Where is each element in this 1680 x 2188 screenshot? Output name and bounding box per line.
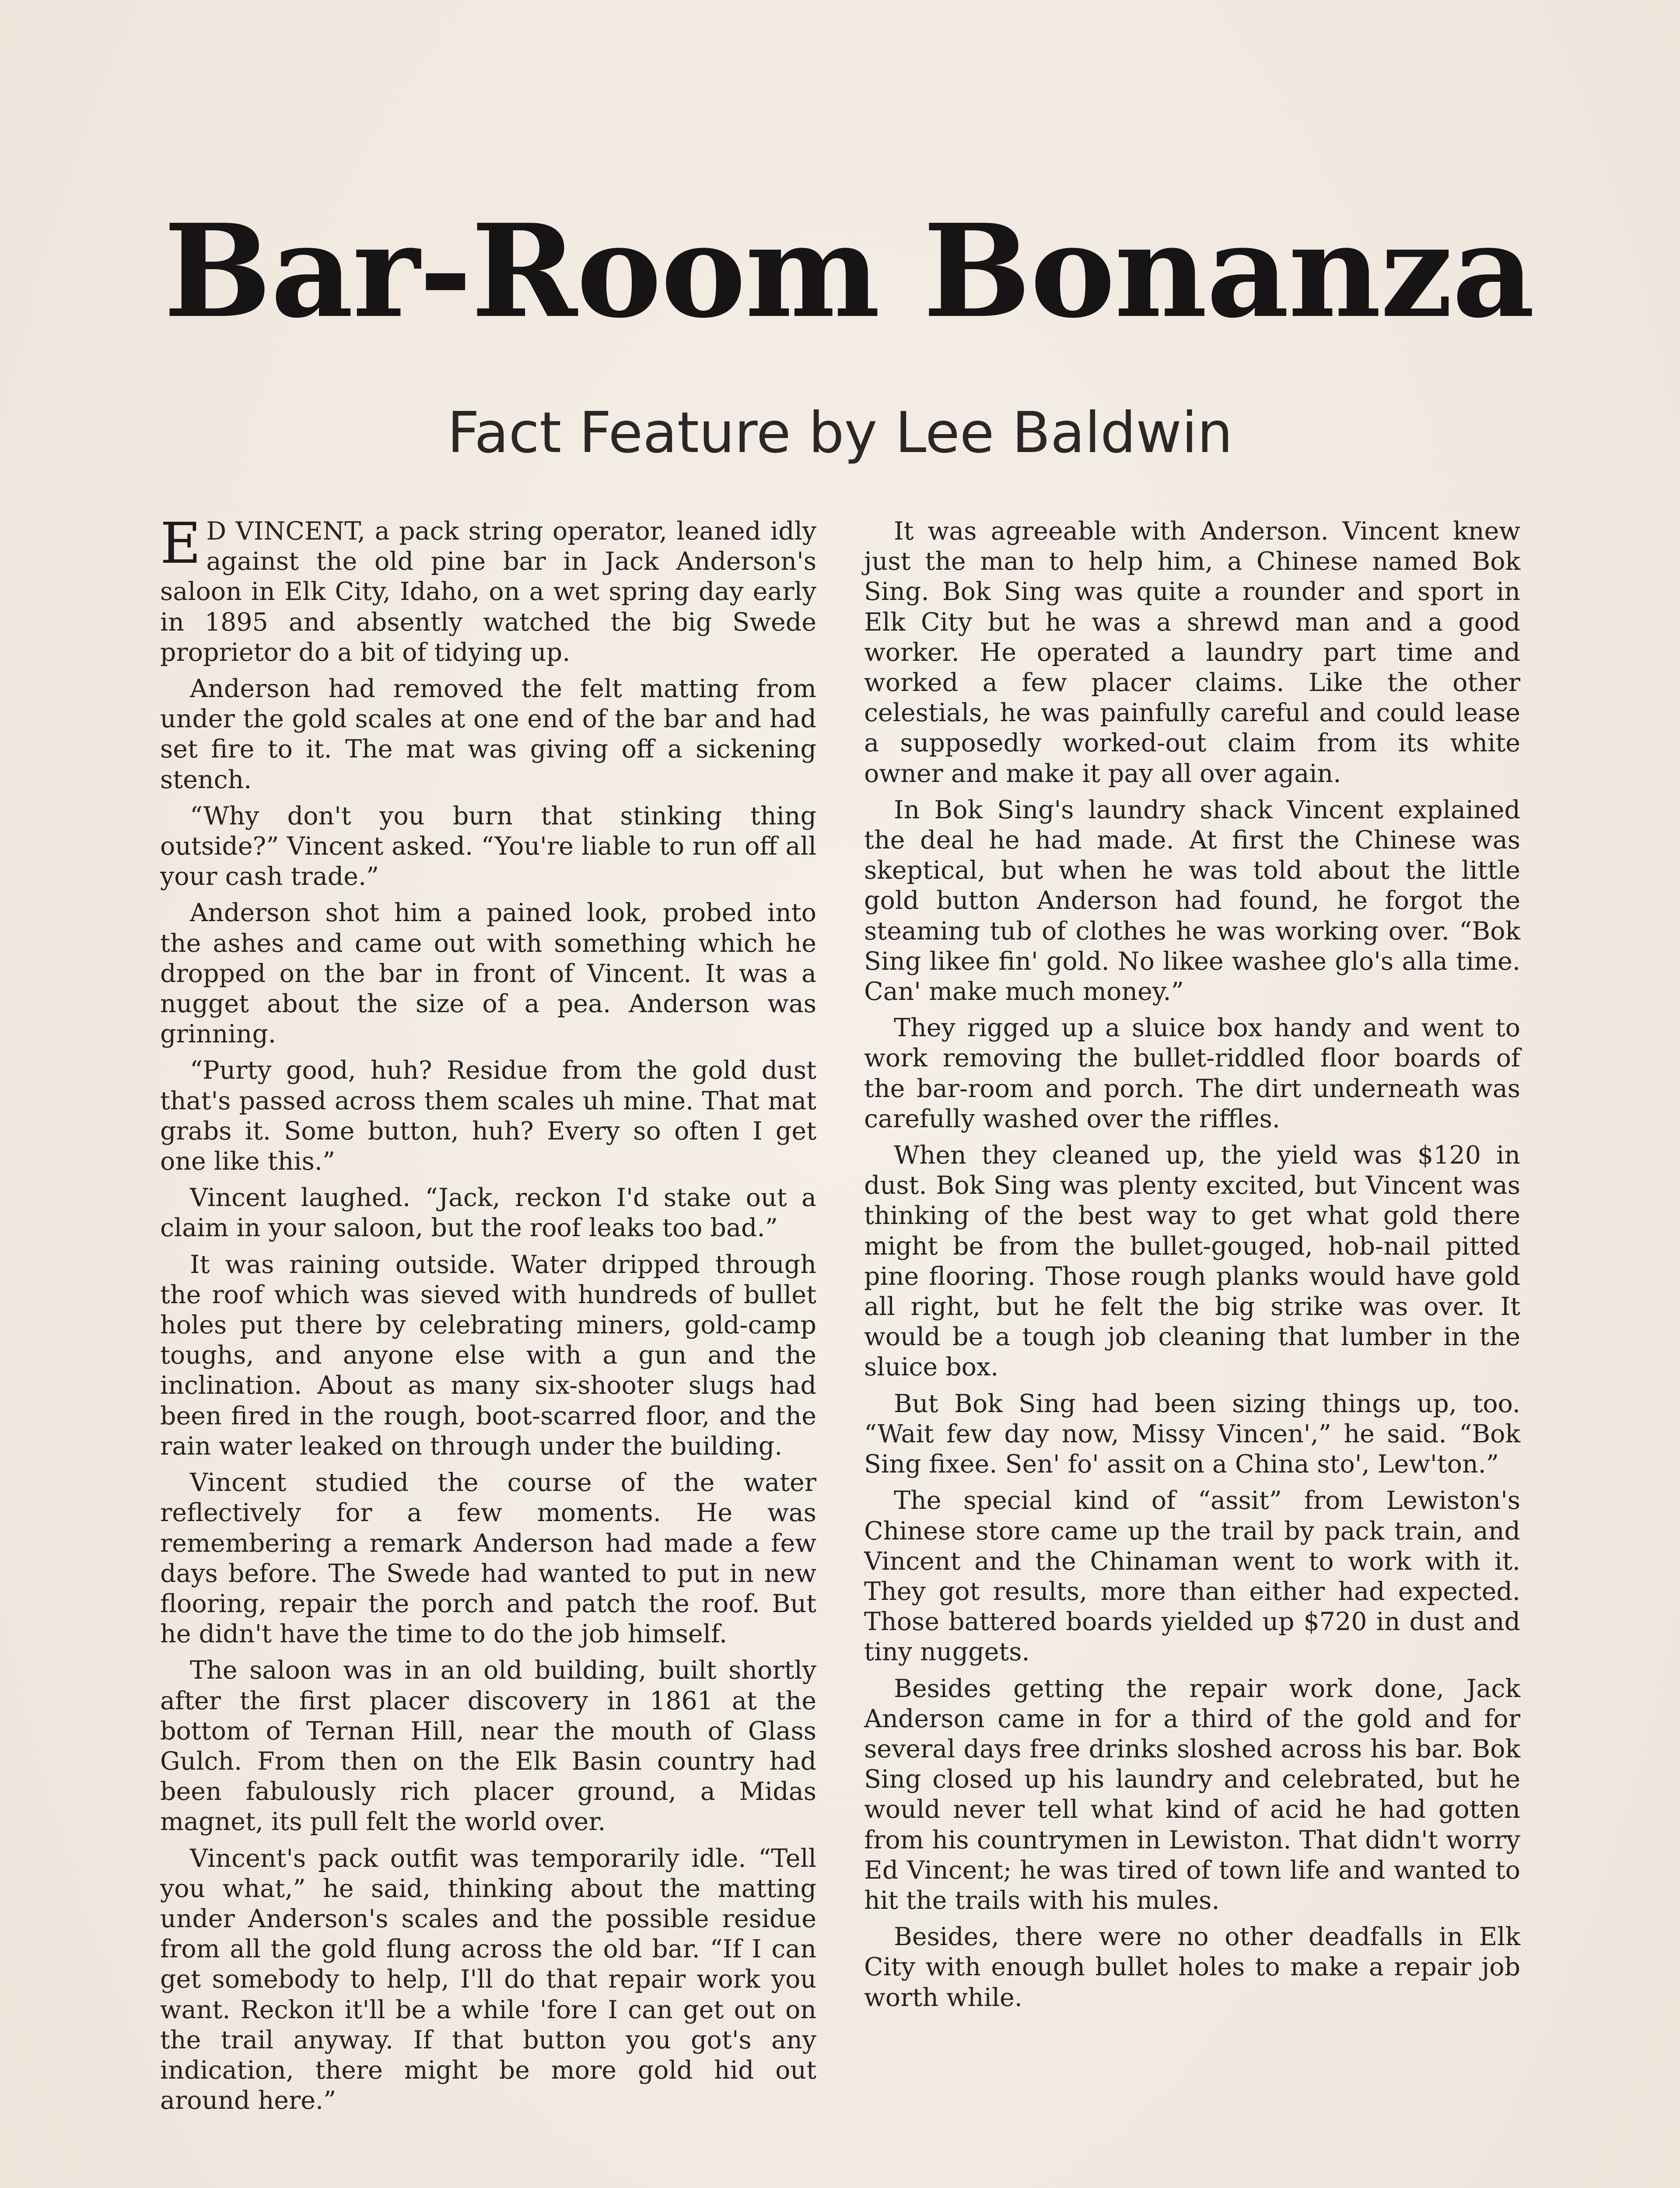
- paragraph: Vincent studied the course of the water reflectively for a few moments. He was remembering a remark Anderson had made a few days before. The Swede had wanted to put in new flooring, repair the porch and patch the roof. But he didn't have the time to do the job himself.: [160, 1468, 816, 1649]
- opening-paragraph-text: D VINCENT, a pack string operator, leaned idly against the old pine bar in Jack Anderson's saloon in Elk City, Idaho, on a wet spring day early in 1895 and absently watched the big Swede proprietor do a bit of tidying up.: [160, 517, 816, 667]
- paragraph: Vincent's pack outfit was temporarily idle. “Tell you what,” he said, thinking about the matting under Anderson's scales and the possible residue from all the gold flung across the old bar. “If I can get somebody to help, I'll do that repair work you want. Reckon it'll be a while 'fore I can get out on the trail anyway. If that button you got's any indication, there might be more gold hid out around here.”: [160, 1844, 816, 2115]
- paragraph: Anderson shot him a pained look, probed into the ashes and came out with something which he dropped on the bar in front of Vincent. It was a nugget about the size of a pea. Anderson was grinning.: [160, 898, 816, 1049]
- paragraph: Besides, there were no other deadfalls in Elk City with enough bullet holes to make a repair job worth while.: [864, 1922, 1520, 2012]
- paragraph: “Purty good, huh? Residue from the gold dust that's passed across them scales uh mine. That mat grabs it. Some button, huh? Every so often I get one like this.”: [160, 1056, 816, 1176]
- paragraph: They rigged up a sluice box handy and went to work removing the bullet-riddled floor boards of the bar-room and porch. The dirt underneath was carefully washed over the riffles.: [864, 1013, 1520, 1133]
- paragraph: Anderson had removed the felt matting from under the gold scales at one end of the bar and had set fire to it. The mat was giving off a sickening stench.: [160, 674, 816, 794]
- article-title: Bar-Room Bonanza: [163, 196, 1534, 346]
- paragraph: It was agreeable with Anderson. Vincent knew just the man to help him, a Chinese named Bok Sing. Bok Sing was quite a rounder and sport in Elk City but he was a shrewd man and a good worker. He operated a laundry part time and worked a few placer claims. Like the other celestials, he was painfully careful and could lease a supposedly worked-out claim from its white owner and make it pay all over again.: [864, 517, 1520, 788]
- paragraph: Besides getting the repair work done, Jack Anderson came in for a third of the gold and for several days free drinks sloshed across his bar. Bok Sing closed up his laundry and celebrated, but he would never tell what kind of acid he had gotten from his countrymen in Lewiston. That didn't worry Ed Vincent; he was tired of town life and wanted to hit the trails with his mules.: [864, 1674, 1520, 1915]
- paragraph: The saloon was in an old building, built shortly after the first placer discovery in 1861 at the bottom of Ternan Hill, near the mouth of Glass Gulch. From then on the Elk Basin country had been fabulously rich placer ground, a Midas magnet, its pull felt the world over.: [160, 1656, 816, 1837]
- paragraph: When they cleaned up, the yield was $120 in dust. Bok Sing was plenty excited, but Vincent was thinking of the best way to get what gold there might be from the bullet-gouged, hob-nail pitted pine flooring. Those rough planks would have gold all right, but he felt the big strike was over. It would be a tough job cleaning that lumber in the sluice box.: [864, 1141, 1520, 1382]
- left-column: [160, 511, 816, 2122]
- right-column: [864, 516, 1520, 2019]
- paragraph: “Why don't you burn that stinking thing outside?” Vincent asked. “You're liable to run off all your cash trade.”: [160, 801, 816, 891]
- paragraph: But Bok Sing had been sizing things up, too. “Wait few day now, Missy Vincen',” he said. “Bok Sing fixee. Sen' fo' assit on a China sto', Lew'ton.”: [864, 1389, 1520, 1479]
- paragraph: The special kind of “assit” from Lewiston's Chinese store came up the trail by pack train, and Vincent and the Chinaman went to work with it. They got results, more than either had expected. Those battered boards yielded up $720 in dust and tiny nuggets.: [864, 1486, 1520, 1667]
- paragraph: It was raining outside. Water dripped through the roof which was sieved with hundreds of bullet holes put there by celebrating miners, gold-camp toughs, and anyone else with a gun and the inclination. About as many six-shooter slugs had been fired in the rough, boot-scarred floor, and the rain water leaked on through under the building.: [160, 1250, 816, 1461]
- paragraph: Vincent laughed. “Jack, reckon I'd stake out a claim in your saloon, but the roof leaks too bad.”: [160, 1183, 816, 1243]
- opening-paragraph: [160, 511, 816, 668]
- paragraph: In Bok Sing's laundry shack Vincent explained the deal he had made. At first the Chinese was skeptical, but when he was told about the little gold button Anderson had found, he forgot the steaming tub of clothes he was working over. “Bok Sing likee fin' gold. No likee washee glo's alla time. Can' make much money.”: [864, 795, 1520, 1006]
- article-byline: Fact Feature by Lee Baldwin: [447, 400, 1233, 466]
- drop-cap: E: [160, 511, 201, 576]
